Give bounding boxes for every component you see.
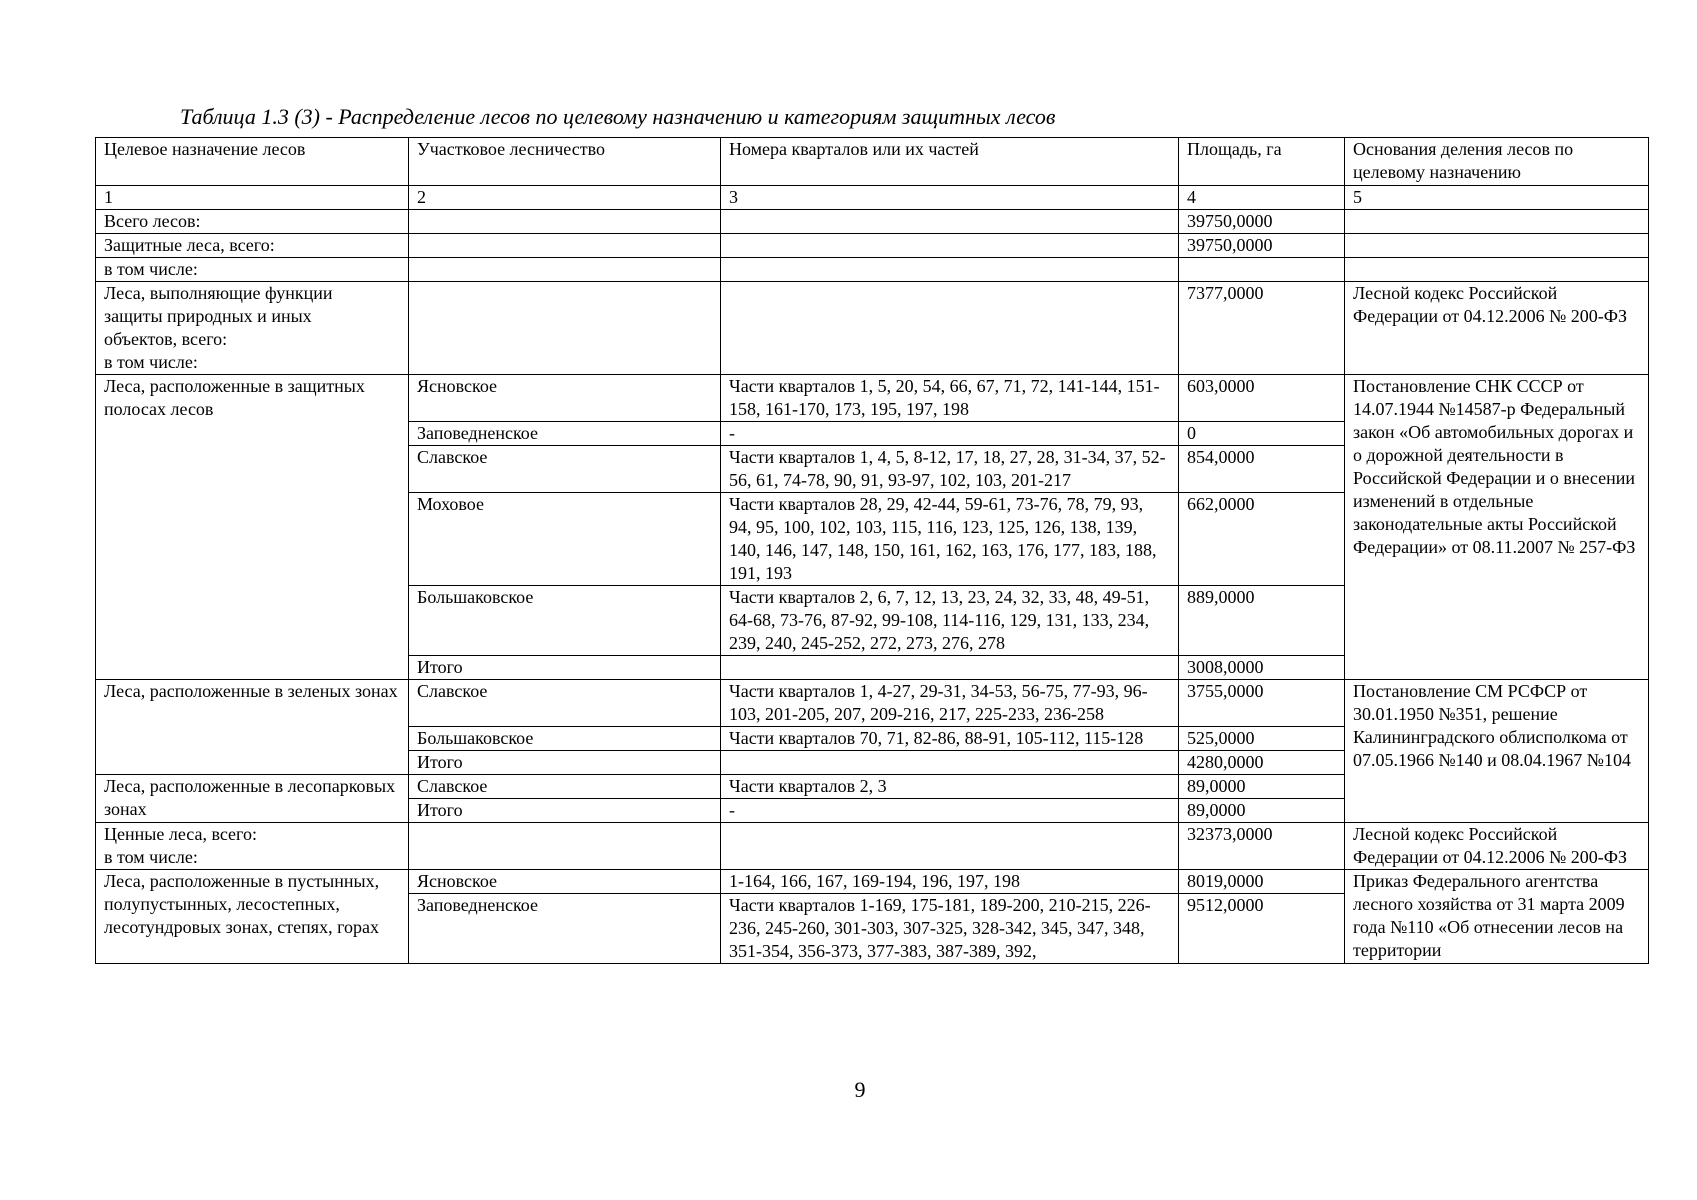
- row-label-line: объектов, всего:: [104, 329, 228, 349]
- column-number: 4: [1179, 186, 1345, 210]
- area-value: 525,0000: [1179, 727, 1345, 751]
- column-number: 2: [409, 186, 721, 210]
- area-value: 662,0000: [1179, 493, 1345, 586]
- quarters-list: Части кварталов 2, 6, 7, 12, 13, 23, 24, 32, 33, 48, 49-51, 64-68, 73-76, 87-92, 99-108, 114-116, 129, 131, 133, 234, 239, 240, 245-252, 272, 273, 276, 278: [721, 586, 1179, 656]
- table-row: [96, 282, 1649, 375]
- area-value: 854,0000: [1179, 446, 1345, 493]
- table-row: [96, 258, 1649, 282]
- area-value: 889,0000: [1179, 586, 1345, 656]
- district-name: Большаковское: [409, 586, 721, 656]
- row-label: [96, 282, 409, 375]
- row-label-line: в том числе:: [104, 847, 198, 867]
- table-caption: Таблица 1.3 (3) - Распределение лесов по целевому назначению и категориям защитных лесов: [180, 104, 1056, 129]
- row-label: Леса, расположенные в защитных полосах лесов: [96, 375, 409, 680]
- table-row: [96, 210, 1649, 234]
- district-name: Заповедненское: [409, 422, 721, 446]
- header-basis: Основания деления лесов по целевому назначению: [1345, 138, 1649, 186]
- district-name: Славское: [409, 680, 721, 727]
- district-name: Заповедненское: [409, 894, 721, 964]
- page-number: 9: [854, 1077, 866, 1102]
- district-name: Ясновское: [409, 375, 721, 422]
- quarters-list: [721, 656, 1179, 680]
- area-value: 89,0000: [1179, 775, 1345, 799]
- header-row: [96, 138, 1649, 186]
- area-value: 3008,0000: [1179, 656, 1345, 680]
- district-name: Итого: [409, 751, 721, 775]
- header-purpose: Целевое назначение лесов: [96, 138, 409, 186]
- area-value: 39750,0000: [1179, 234, 1345, 258]
- quarters-list: Части кварталов 1-169, 175-181, 189-200, 210-215, 226-236, 245-260, 301-303, 307-325, 328-342, 345, 347, 348, 351-354, 356-373, 377-383, 387-389, 392,: [721, 894, 1179, 964]
- table-row: [96, 234, 1649, 258]
- row-label-line: в том числе:: [104, 352, 198, 372]
- area-value: 89,0000: [1179, 799, 1345, 823]
- row-label: Леса, расположенные в лесопарковых зонах: [96, 775, 409, 823]
- quarters-list: 1-164, 166, 167, 169-194, 196, 197, 198: [721, 870, 1179, 894]
- area-value: 603,0000: [1179, 375, 1345, 422]
- quarters-list: Части кварталов 1, 5, 20, 54, 66, 67, 71, 72, 141-144, 151-158, 161-170, 173, 195, 197, 198: [721, 375, 1179, 422]
- quarters-list: [721, 751, 1179, 775]
- row-label: Всего лесов:: [96, 210, 409, 234]
- header-quarters: Номера кварталов или их частей: [721, 138, 1179, 186]
- column-number: 1: [96, 186, 409, 210]
- quarters-list: Части кварталов 70, 71, 82-86, 88-91, 105-112, 115-128: [721, 727, 1179, 751]
- forest-distribution-table: [95, 137, 1649, 964]
- district-name: Итого: [409, 656, 721, 680]
- header-district: Участковое лесничество: [409, 138, 721, 186]
- row-label: Леса, расположенные в пустынных, полупустынных, лесостепных, лесотундровых зонах, степях, горах: [96, 870, 409, 964]
- quarters-list: Части кварталов 28, 29, 42-44, 59-61, 73-76, 78, 79, 93, 94, 95, 100, 102, 103, 115, 116, 123, 125, 126, 138, 139, 140, 146, 147, 148, 150, 161, 162, 163, 176, 177, 183, 188, 191, 193: [721, 493, 1179, 586]
- table-row: [96, 870, 1649, 894]
- district-name: Ясновское: [409, 870, 721, 894]
- district-name: Моховое: [409, 493, 721, 586]
- district-name: Славское: [409, 446, 721, 493]
- column-number: 3: [721, 186, 1179, 210]
- area-value: 32373,0000: [1179, 823, 1345, 870]
- quarters-list: -: [721, 799, 1179, 823]
- quarters-list: Части кварталов 1, 4-27, 29-31, 34-53, 56-75, 77-93, 96-103, 201-205, 207, 209-216, 217, 225-233, 236-258: [721, 680, 1179, 727]
- table-row: [96, 680, 1649, 727]
- area-value: 0: [1179, 422, 1345, 446]
- row-label: в том числе:: [96, 258, 409, 282]
- basis-text: Постановление СНК СССР от 14.07.1944 №14587-р Федеральный закон «Об автомобильных дорогах и о дорожной деятельности в Российской Федерации и о внесении изменений в отдельные законодательные акты Российской Федерации» от 08.11.2007 № 257-ФЗ: [1345, 375, 1649, 680]
- quarters-list: -: [721, 422, 1179, 446]
- quarters-list: Части кварталов 1, 4, 5, 8-12, 17, 18, 27, 28, 31-34, 37, 52-56, 61, 74-78, 90, 91, 93-97, 102, 103, 201-217: [721, 446, 1179, 493]
- row-label-line: Леса, выполняющие функции: [104, 283, 333, 303]
- header-area: Площадь, га: [1179, 138, 1345, 186]
- row-label: [96, 823, 409, 870]
- area-value: 7377,0000: [1179, 282, 1345, 375]
- basis-text: Постановление СМ РСФСР от 30.01.1950 №351, решение Калининградского облисполкома от 07.05.1966 №140 и 08.04.1967 №104: [1345, 680, 1649, 823]
- area-value: 8019,0000: [1179, 870, 1345, 894]
- table-row: [96, 375, 1649, 422]
- district-name: Большаковское: [409, 727, 721, 751]
- row-label: Защитные леса, всего:: [96, 234, 409, 258]
- basis-text: Лесной кодекс Российской Федерации от 04.12.2006 № 200-ФЗ: [1345, 282, 1649, 375]
- basis-text: Приказ Федерального агентства лесного хозяйства от 31 марта 2009 года №110 «Об отнесении лесов на территории: [1345, 870, 1649, 964]
- basis-text: Лесной кодекс Российской Федерации от 04.12.2006 № 200-ФЗ: [1345, 823, 1649, 870]
- area-value: 3755,0000: [1179, 680, 1345, 727]
- column-number: 5: [1345, 186, 1649, 210]
- column-number-row: [96, 186, 1649, 210]
- area-value: 9512,0000: [1179, 894, 1345, 964]
- area-value: 39750,0000: [1179, 210, 1345, 234]
- row-label-line: защиты природных и иных: [104, 306, 312, 326]
- area-value: 4280,0000: [1179, 751, 1345, 775]
- table-row: [96, 823, 1649, 870]
- quarters-list: Части кварталов 2, 3: [721, 775, 1179, 799]
- district-name: Итого: [409, 799, 721, 823]
- row-label-line: Ценные леса, всего:: [104, 824, 257, 844]
- district-name: Славское: [409, 775, 721, 799]
- row-label: Леса, расположенные в зеленых зонах: [96, 680, 409, 775]
